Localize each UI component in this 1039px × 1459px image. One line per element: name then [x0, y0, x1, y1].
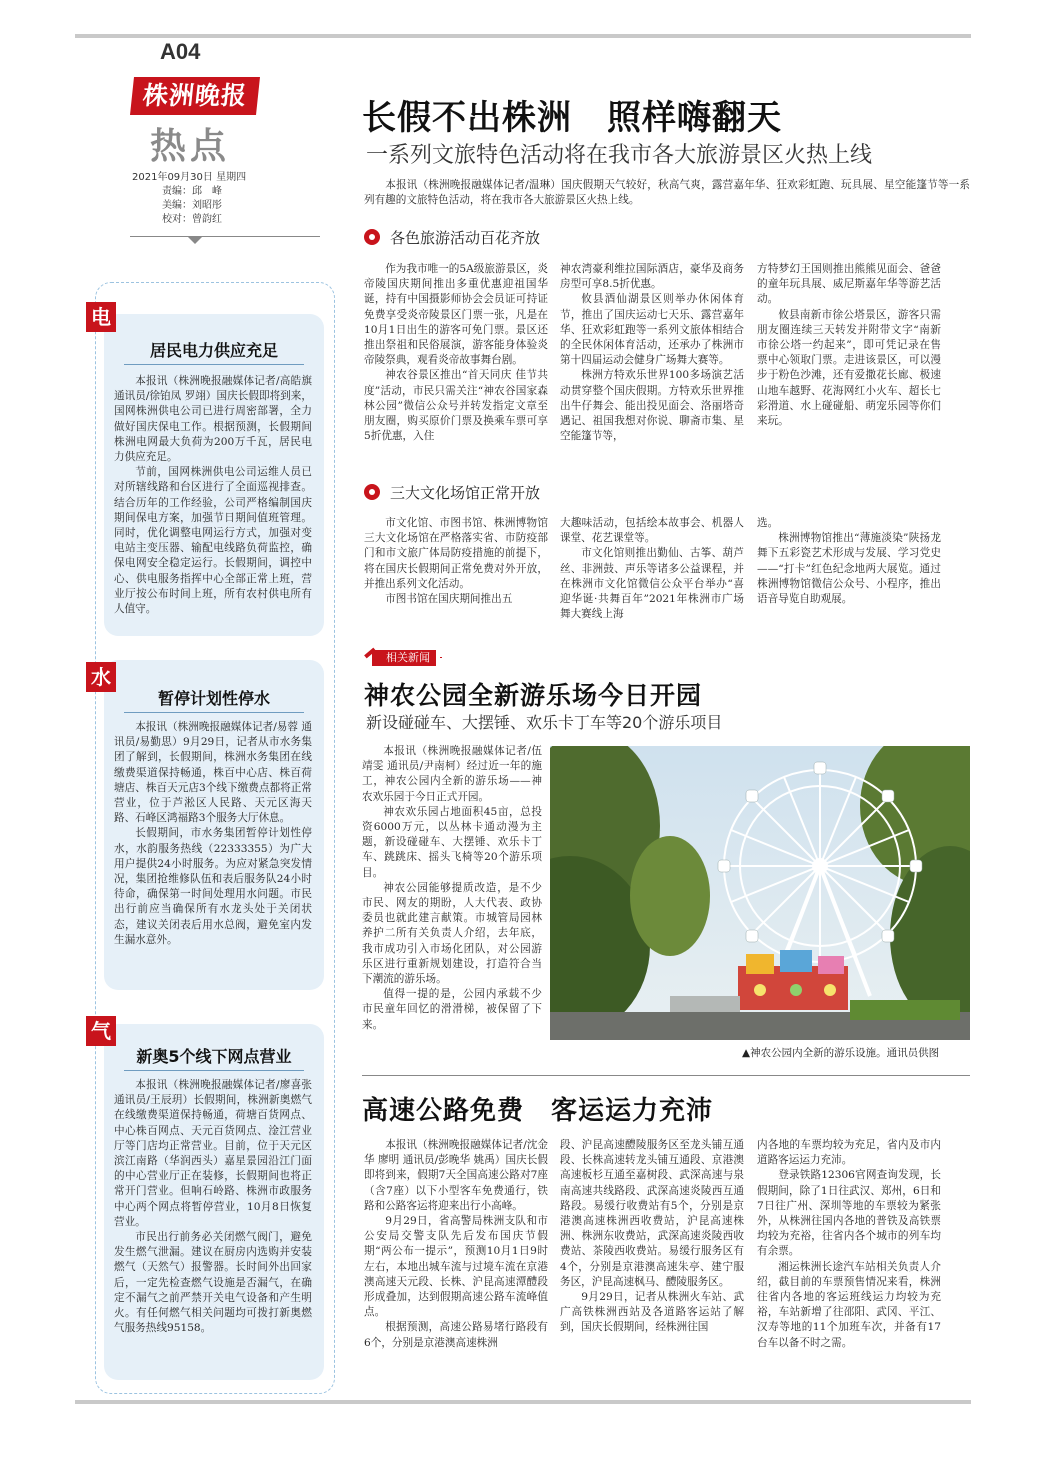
issue-date: 2021年09月30日 星期四	[132, 172, 247, 183]
highway-divider	[362, 1075, 970, 1076]
section2-title: 三大文化场馆正常开放	[390, 484, 541, 502]
highway-column-2: 段、沪昆高速醴陵服务区至龙头铺互通段、长株高速转龙头铺互通段、京港澳高速板杉互通至嘉树段、武深高速与泉南高速共线路段、武深高速炎陵西互通路段。易缓行收费站有5个，分别是京港澳高速株洲西收费站，沪昆高速株洲、株洲东收费站，武深高速炎陵西收费站、茶陵西收费站。易缓行服务区有4个，分别是京港澳高速朱亭、建宁服务区，沪昆高速枫马、醴陵服务区。 9月29日，记者从株洲火车站、武广高铁株洲西站及各道路客运站了解到，国庆长假期间，经株洲往国	[560, 1139, 744, 1334]
sidebar-title-power: 居民电力供应充足	[149, 341, 278, 360]
section1-column-2: 神农湾豪利维拉国际酒店，豪华及商务房型可享8.5折优惠。 攸县酒仙湖景区则举办休闲体育节，推出了国庆运动七天乐、露营嘉年华、狂欢彩虹跑等一系列文旅体相结合的全民休闲体育活动，还承办了株洲市第十四届运动会健身广场舞大赛等。 株洲方特欢乐世界100多场演艺活动贯穿整个国庆假期。方特欢乐世界推出牛仔舞会、能出投见面会、洛丽塔奇遇记、祖国我想对你说、聊斋市集、星空能篷节等，	[560, 263, 744, 443]
top-rule	[75, 34, 971, 38]
section-bullet-icon	[364, 229, 380, 245]
sidebar-title-underline	[124, 1070, 304, 1071]
issue-meta	[132, 171, 292, 227]
sidebar-tag-power: 电	[86, 302, 116, 332]
related-tag-line	[440, 657, 442, 658]
photo-caption: ▲神农公园内全新的游乐设施。通讯员供图	[742, 1047, 940, 1059]
related-news-tag: 相关新闻	[372, 650, 436, 666]
amusement-park-photo	[550, 746, 970, 1040]
sidebar-title-underline	[124, 364, 304, 365]
highway-column-3: 内各地的车票均较为充足，省内及市内道路客运运力充沛。 登录铁路12306官网查询发现，长假期间，除了1日往武汉、郑州，6日和7日往广州、深圳等地的车票较为紧张外，从株洲往国内各地的普铁及高铁票均较为充裕，往省内各个城市的列车均有余票。 湘运株洲长途汽车站相关负责人介绍，截目前的车票预售情况来看，株洲往省内各地的客运班线运力均较为充裕，车站新增了往邵阳、武冈、平江、汉寿等地的11个加班车次，并备有17台车以备不时之需。	[757, 1139, 941, 1349]
masthead-underline	[130, 236, 320, 237]
sidebar-tag-water: 水	[86, 662, 116, 692]
page-number: A04	[160, 39, 201, 64]
highway-headline: 高速公路免费 客运运力充沛	[362, 1096, 714, 1126]
lead-intro: 本报讯（株洲晚报融媒体记者/温琳）国庆假期天气较好，秋高气爽，露营嘉年华、狂欢彩虹跑、玩具展、星空能篷节等一系列有趣的文旅特色活动，将在我市各大旅游景区火热上线。	[364, 179, 970, 207]
sidebar-tag-gas: 气	[86, 1016, 116, 1046]
editor-credit: 责编：邱 峰	[162, 186, 222, 197]
sidebar-body-power: 本报讯（株洲晚报融媒体记者/高皓旗 通讯员/徐铂凤 罗翊）国庆长假即将到来，国网株洲供电公司已进行周密部署，全力做好国庆保电工作。根据预测，长假期间株洲电网最大负荷为200万千瓦，居民电力供应充足。 节前，国网株洲供电公司运维人员已对所辖线路和台区进行了全面巡视排查。结合历年的工作经验，公司严格编制国庆期间保电方案，加强节日期间值班管理。同时，优化调整电网运行方式，加强对变电站主变压器、输配电线路负荷监控，确保电网安全稳定运行。长假期间，调控中心、供电服务指挥中心全部正常上班，营业厅按公布时间上班，所有农村供电所有人值守。	[114, 375, 312, 616]
bottom-rule	[75, 1400, 971, 1404]
proofreader-credit: 校对：曾韵红	[162, 214, 222, 225]
lead-subhead: 一系列文旅特色活动将在我市各大旅游景区火热上线	[366, 143, 873, 168]
related-subhead: 新设碰碰车、大摆锤、欢乐卡丁车等20个游乐项目	[366, 713, 723, 732]
section1-title: 各色旅游活动百花齐放	[390, 229, 541, 247]
related-body: 本报讯（株洲晚报融媒体记者/伍靖雯 通讯员/尹南柯）经过近一年的施工，神农公园内全新的游乐场——神农欢乐园于今日正式开园。 神农欢乐园占地面积45亩，总投资6000万元，以丛林卡通动漫为主题，新设碰碰车、大摆锤、欢乐卡丁车、跳跳床、摇头飞椅等20个游乐项目。 神农公园能够提质改造，是不少市民、网友的期盼，人大代表、政协委员也就此建言献策。市城管局园林养护二所有关负责人介绍，去年底，我市成功引入市场化团队，对公园游乐区进行重新规划建设，打造符合当下潮流的游乐场。 值得一提的是，公园内承载不少市民童年回忆的滑滑梯，被保留了下来。	[362, 745, 542, 1031]
lead-headline: 长假不出株洲 照样嗨翻天	[362, 98, 782, 138]
related-headline: 神农公园全新游乐场今日开园	[364, 681, 703, 710]
sidebar-body-gas: 本报讯（株洲晚报融媒体记者/廖喜张 通讯员/王辰玥）长假期间，株洲新奥燃气在线缴费渠道保持畅通，荷塘百货网点、中心株百网点、天元百货网点、淦江营业厅等门店均正常营业。目前，位于天元区滨江南路（华润西头）嘉星景园沿江门面的中心营业厅正在装修，长假期间也将正常开门营业。但响石岭路、株洲市政服务中心两个网点将暂停营业，10月8日恢复营业。 市民出行前务必关闭燃气阀门，避免发生燃气泄漏。建议在厨房内选购并安装燃气（天然气）报警器。长时间外出回家后，一定先检查燃气设施是否漏气，在确定不漏气之前严禁开关电气设备和产生明火。有任何燃气相关问题均可拨打新奥燃气服务热线95158。	[114, 1079, 312, 1335]
section-name: 热点	[150, 125, 231, 167]
ferris-wheel-illustration	[550, 746, 970, 1040]
sidebar-title-gas: 新奥5个线下网点营业	[136, 1047, 292, 1066]
section2-column-2: 大趣味活动，包括绘本故事会、机器人课堂、花艺课堂等。 市文化馆则推出勤仙、古筝、葫芦丝、非洲鼓、声乐等诸多公益课程，并在株洲市文化馆微信公众平台举办“喜迎华诞·共舞百年”2021年株洲市广场舞大赛线上海	[560, 517, 744, 621]
newspaper-logo: 株洲晚报	[130, 77, 260, 115]
sidebar-title-underline	[124, 712, 304, 713]
section1-column-3: 方特梦幻王国则推出熊熊见面会、爸爸的童年玩具展、威尼斯嘉年华等游艺活动。 攸县南新市徐公塔景区，游客只需朋友圈连续三天转发并附带文字“南新市徐公塔一约起来”，即可凭记录在售票中心领取门票。走进该景区，可以漫步于粉色沙滩，还有爱撒花长廊、极速山地车越野、花海网红小火车、超长七彩滑道、水上碰碰船、萌宠乐园等你们来玩。	[757, 263, 941, 428]
masthead-arrow-icon	[188, 237, 202, 244]
section2-column-3: 选。 株洲博物馆推出“薄施淡染”陕扬龙舞下五彩瓷艺术形成与发展、学习党史——“打卡”红色纪念地两大展览。通过株洲博物馆微信公众号、小程序，推出语音导览自助观展。	[757, 517, 941, 606]
section1-column-1: 作为我市唯一的5A级旅游景区，炎帝陵国庆期间推出多重优惠迎祖国华诞，持有中国摄影师协会会员证可持证免费享受炎帝陵景区门票一张，凡是在10月1日出生的游客可免门票。景区还推出祭祖和民俗展演，游客能身体验炎帝陵祭典，观看炎帝故事舞台剧。 神农谷景区推出“首天同庆 佳节共度”活动，市民只需关注“神农谷国家森林公园”微信公众号并转发指定文章至朋友圈，购买原价门票及换乘车票可享5折优惠，入住	[364, 263, 548, 443]
sidebar-title-water: 暂停计划性停水	[157, 689, 270, 708]
sidebar-body-water: 本报讯（株洲晚报融媒体记者/易蓉 通讯员/易勤思）9月29日，记者从市水务集团了解到，长假期间，株洲水务集团在线缴费渠道保持畅通，株百中心店、株百荷塘店、株百天元店3个线下缴费点都将正常营业，位于芦淞区人民路、天元区海天路、石峰区鸿福路3个服务大厅休息。 长假期间，市水务集团暂停计划性停水，水韵服务热线（22333355）为广大用户提供24小时服务。为应对紧急突发情况，集团抢维修队伍和表后服务队24小时待命，确保第一时间处理用水问题。市民出行前应当确保所有水龙头处于关闭状态，建议关闭表后用水总阀，避免室内发生漏水意外。	[114, 721, 312, 946]
highway-column-1: 本报讯（株洲晚报融媒体记者/沈金华 廖明 通讯员/彭晚华 姚禹）国庆长假即将到来，假期7天全国高速公路对7座（含7座）以下小型客车免费通行，铁路和公路客运将迎来出行小高峰。 9月29日，省高警局株洲支队和市公安局交警支队先后发布国庆节假期“两公布一提示”，预测10月1日9时左右，本地出城车流与过境车流在京港澳高速天元段、长株、沪昆高速潭醴段形成叠加，达到假期高速公路车流峰值点。 根据预测，高速公路易堵行路段有6个，分别是京港澳高速株洲	[364, 1139, 548, 1349]
section2-column-1: 市文化馆、市图书馆、株洲博物馆三大文化场馆在严格落实省、市防疫部门和市文旅广体局防疫措施的前提下，将在国庆长假期间正常免费对外开放，并推出系列文化活动。 市图书馆在国庆期间推出五	[364, 517, 548, 606]
designer-credit: 美编：刘昭彤	[162, 200, 222, 211]
section-bullet-icon	[364, 484, 380, 500]
